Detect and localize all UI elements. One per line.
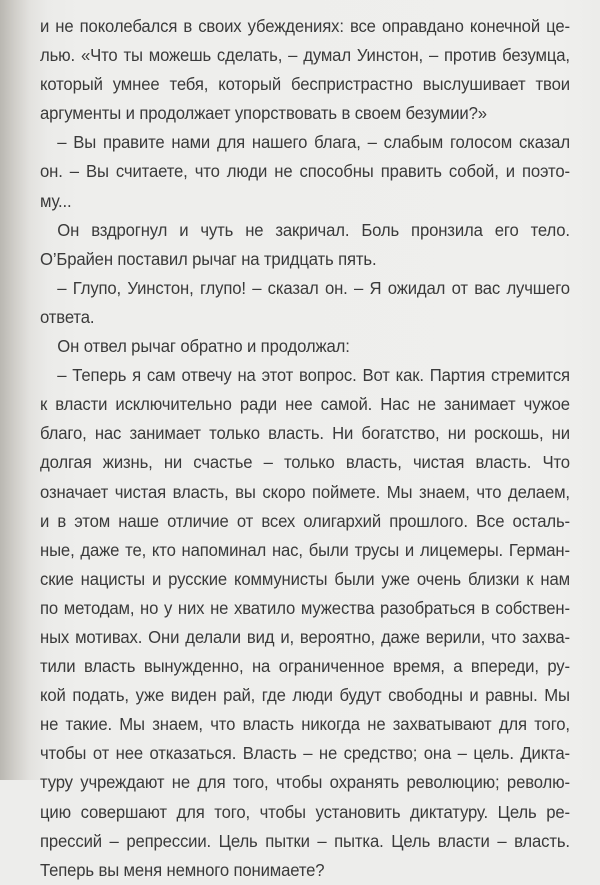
text-line: му... — [40, 190, 72, 211]
text-line: кой подать, уже виден рай, где люди будут свободны и равны. Мы — [40, 685, 570, 706]
text-line: лью. «Что ты можешь сделать, – думал Уинстон, – против безумца, — [40, 45, 570, 66]
text-line: Он вздрогнул и чуть не закричал. Боль пронзила его тело. — [57, 219, 570, 240]
text-line: к власти исключительно ради нее самой. Нас не занимает чужое — [40, 394, 570, 415]
text-line: Он отвел рычаг обратно и продолжал: — [57, 336, 350, 357]
text-line: ных мотивах. Они делали вид и, вероятно, даже верили, что захва- — [40, 626, 570, 647]
text-line: чтобы от нее отказаться. Власть – не средство; она – цель. Дикта- — [40, 743, 570, 764]
text-line: ские нацисты и русские коммунисты были уже очень близки к нам — [40, 568, 570, 589]
text-line: и не поколебался в своих убеждениях: все оправдано конечной це- — [40, 16, 570, 36]
text-line: он. – Вы считаете, что люди не способны править собой, и поэто- — [40, 161, 570, 182]
text-line: цию совершают для того, чтобы установить диктатуру. Цель ре- — [40, 801, 570, 822]
text-line: Теперь вы меня немного понимаете? — [40, 859, 325, 880]
text-line: долгая жизнь, ни счастье – только власть, чистая власть. Что — [40, 452, 570, 473]
page-text — [40, 12, 570, 885]
text-line: который умнее тебя, который беспристрастно выслушивает твои — [40, 74, 570, 95]
text-line: не такие. Мы знаем, что власть никогда не захватывают для того, — [40, 714, 570, 735]
text-line: – Глупо, Уинстон, глупо! – сказал он. – Я ожидал от вас лучшего — [57, 277, 570, 298]
text-line: О’Брайен поставил рычаг на тридцать пять. — [40, 248, 377, 269]
text-line: тили власть вынужденно, на ограниченное время, а впереди, ру- — [40, 656, 570, 677]
text-line: аргументы и продолжает упорствовать в своем безумии?» — [40, 103, 487, 124]
text-line: ные, даже те, кто напоминал нас, были трусы и лицемеры. Герман- — [40, 539, 570, 560]
text-line: ответа. — [40, 306, 95, 327]
text-line: и в этом наше отличие от всех олигархий прошлого. Все осталь- — [40, 510, 570, 531]
text-line: означает чистая власть, вы скоро поймете. Мы знаем, что делаем, — [40, 481, 570, 502]
text-line: благо, нас занимает только власть. Ни богатство, ни роскошь, ни — [40, 423, 570, 444]
text-line: прессий – репрессии. Цель пытки – пытка. Цель власти – власть. — [40, 830, 570, 851]
text-line: – Вы правите нами для нашего блага, – слабым голосом сказал — [57, 132, 570, 153]
text-line: туру учреждают не для того, чтобы охранять революцию; револю- — [40, 772, 570, 793]
text-line: по методам, но у них не хватило мужества разобраться в собствен- — [40, 597, 570, 618]
text-line: – Теперь я сам отвечу на этот вопрос. Вот как. Партия стремится — [57, 365, 570, 386]
